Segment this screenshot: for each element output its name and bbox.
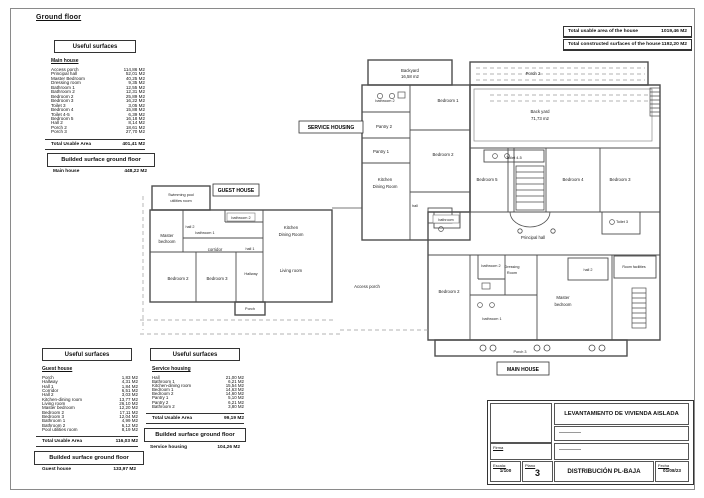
- room-area: 3,80 M2: [228, 403, 244, 409]
- room-name: Bathroom 1: [152, 379, 175, 385]
- dressing-room-label: Dressing: [504, 265, 520, 269]
- access-porch-label: Access porch: [354, 284, 380, 289]
- gh-bedroom2-label: Bedroom 2: [167, 276, 189, 281]
- room-area: 114,86 M2: [123, 67, 145, 72]
- room-name: Toilet 3: [51, 102, 66, 108]
- room-name: Bedroom 3: [42, 414, 65, 420]
- builded-value: 104,26 M2: [217, 445, 240, 450]
- room-area: 16,22 M2: [125, 98, 145, 104]
- service-housing-subheader: Service housing: [152, 366, 191, 372]
- room-area: 6,51 M2: [121, 388, 138, 394]
- firma-cell: [490, 443, 552, 460]
- project-subtitle-cell: [554, 426, 689, 441]
- room-area: 6,21 M2: [228, 379, 244, 385]
- gh-bedroom3-label: Bedroom 3: [206, 276, 228, 281]
- room-area: 14,63 M2: [225, 387, 244, 393]
- logo-cell: [490, 403, 552, 443]
- total-value: 401,41 M2: [122, 141, 145, 147]
- room-area: 27,70 M2: [125, 129, 145, 135]
- placeholder-line: [559, 449, 581, 450]
- sh-kitchen-label: Kitchen: [377, 177, 393, 182]
- room-area: 3,05 M2: [128, 102, 145, 108]
- room-name: Bedroom 5: [51, 115, 74, 121]
- room-area: 12,31 M2: [125, 89, 145, 95]
- gh-kitchen-label: Kitchen: [283, 225, 299, 230]
- builded-name: Guest house: [42, 467, 72, 472]
- room-name: Bedroom 2: [51, 93, 74, 99]
- mh-bathroom1-label: bathroom 1: [482, 317, 502, 321]
- room-name: Kitchen-dining room: [42, 396, 83, 402]
- toilet3-label: Toilet 3: [615, 220, 629, 224]
- project-title-cell: [554, 403, 689, 425]
- service-housing-label: SERVICE HOUSING: [307, 125, 355, 131]
- title-block: [487, 400, 694, 485]
- room-name: Pantry 2: [152, 399, 169, 405]
- room-area: 17,11 M2: [119, 409, 138, 415]
- room-name: Pool utilities room: [42, 427, 78, 433]
- backyard-small-label: Backyard: [401, 68, 419, 73]
- plano-cell: [522, 461, 553, 482]
- room-name: Hall 1: [42, 383, 54, 389]
- room-name: Kitchen-dining room: [152, 383, 192, 389]
- fecha-label: Fecha: [658, 463, 670, 468]
- room-area: 6,21 M2: [228, 399, 244, 405]
- sh-hall-label: hall: [412, 204, 418, 208]
- mh-bedroom5-label: Bedroom 5: [476, 177, 498, 182]
- mh-master-label2: bedroom: [554, 302, 572, 307]
- room-area: 3,03 M2: [121, 392, 138, 398]
- room-area: 12,04 M2: [119, 414, 138, 420]
- builded-name: Service housing: [150, 445, 188, 450]
- room-area: 8,19 M2: [121, 427, 138, 433]
- back-yard-label: Back yard: [530, 109, 550, 114]
- room-area: 4,31 M2: [121, 379, 138, 385]
- total-constructed-label: Total constructed surfaces of the house: [568, 42, 661, 47]
- dressing-room-label2: Room: [506, 271, 518, 275]
- gh-corridor-label: corridor: [207, 247, 223, 252]
- room-area: 12,20 M2: [119, 405, 138, 411]
- gh-bathroom1-label: bathroom 1: [195, 231, 215, 235]
- fecha-value: 01/08/23: [663, 468, 681, 473]
- room-name: Porch 2: [51, 124, 67, 130]
- project-title: LEVANTAMIENTO DE VIVIENDA AISLADA: [564, 411, 679, 417]
- total-constructed-value: 1192,20 M2: [661, 42, 687, 47]
- sh-kitchen-label2: Dining Room: [372, 184, 398, 189]
- total-usable-label: Total usable area of the house: [568, 29, 639, 34]
- principal-hall-label: Principal hall: [520, 235, 546, 240]
- gh-hall1-label: hall 1: [245, 247, 255, 251]
- room-name: Access porch: [51, 67, 79, 72]
- room-area: 14,60 M2: [225, 391, 244, 397]
- mh-hall2-label: hall 2: [583, 268, 593, 272]
- room-name: Bathroom 1: [42, 418, 66, 424]
- useful-surfaces-header: Useful surfaces: [54, 40, 136, 53]
- room-name: Toilet 4-5: [51, 111, 70, 117]
- room-area: 40,25 M2: [125, 75, 145, 81]
- room-area: 4,99 M2: [121, 418, 138, 424]
- room-name: Bedroom 2: [42, 409, 65, 415]
- room-name: Bathroom 1: [51, 84, 75, 90]
- guest-house-label: GUEST HOUSE: [217, 188, 255, 194]
- room-name: Bathroom 2: [42, 422, 66, 428]
- room-area: 52,01 M2: [125, 71, 145, 77]
- mh-bathroom2-label: bathroom 2: [481, 264, 501, 268]
- total-usable-value: 1019,46 M2: [661, 29, 687, 34]
- room-facilities-label: Room facilities: [622, 265, 646, 269]
- swimming-pool-room-label: Swimming pool: [168, 193, 194, 197]
- builded-value: 133,97 M2: [113, 467, 136, 472]
- room-name: Principal hall: [51, 71, 78, 77]
- room-name: Hallway: [42, 379, 58, 385]
- total-label: Total Usable Area: [42, 439, 82, 445]
- sh-pantry1-label: Pantry 1: [372, 149, 390, 154]
- room-name: Bedroom 3: [51, 98, 74, 104]
- room-name: Porch 3: [51, 129, 67, 135]
- room-labels: [159, 68, 646, 354]
- room-area: 21,00 M2: [225, 375, 244, 380]
- drawing-title: DISTRIBUCIÓN PL-BAJA: [567, 468, 641, 475]
- placeholder-line: [559, 432, 581, 433]
- room-area: 16,18 M2: [125, 115, 145, 121]
- main-house-builded-header: Builded surface ground floor: [47, 153, 155, 167]
- room-name: Corridor: [42, 388, 59, 394]
- escala-cell: [490, 461, 521, 482]
- room-area: 6,39 M2: [128, 111, 145, 117]
- toilet45-label: Toilet 4-5: [506, 156, 522, 160]
- gh-master-label2: bedroom: [158, 239, 176, 244]
- gh-bathroom2-label: bathroom 2: [231, 216, 251, 220]
- room-name: Bedroom 2: [152, 391, 174, 397]
- swimming-pool-room-label2: utilities room: [170, 199, 192, 203]
- porch3-label: Porch 3: [513, 350, 527, 354]
- sh-bedroom2-label: Bedroom 2: [432, 152, 454, 157]
- gh-living-room-label: Living room: [279, 268, 303, 273]
- mh-bedroom4-label: Bedroom 4: [562, 177, 584, 182]
- room-area: 15,88 M2: [125, 107, 145, 113]
- room-name: Living room: [42, 401, 66, 407]
- room-name: Pantry 1: [152, 395, 169, 401]
- room-name: Bathroom 2: [51, 89, 75, 95]
- main-house-label: MAIN HOUSE: [507, 367, 539, 373]
- sh-bathroom-label: bathroom: [438, 218, 454, 222]
- firma-line-cell: [554, 443, 689, 460]
- room-name: Porch: [42, 375, 54, 380]
- total-value: 116,03 M2: [115, 439, 138, 445]
- room-area: 9,35 M2: [128, 80, 145, 86]
- room-area: 26,10 M2: [119, 401, 138, 407]
- sh-pantry2-label: Pantry 2: [375, 124, 393, 129]
- sh-bathroom2-label: bathroom 2: [375, 99, 395, 103]
- useful-surfaces-header: Useful surfaces: [150, 348, 240, 361]
- room-area: 12,55 M2: [125, 84, 145, 90]
- sh-bedroom1-label: Bedroom 1: [437, 98, 459, 103]
- gh-kitchen-label2: Dining Room: [278, 232, 304, 237]
- guest-house-subheader: Guest house: [42, 366, 73, 372]
- total-label: Total Usable Area: [152, 415, 192, 421]
- room-area: 1,83 M2: [121, 375, 138, 380]
- room-name: Master bedroom: [42, 405, 75, 411]
- room-area: 5,10 M2: [228, 395, 244, 401]
- exterior-steps: [632, 88, 660, 328]
- mh-bedroom3-label: Bedroom 3: [609, 177, 631, 182]
- room-name: Dressing room: [51, 80, 81, 86]
- gh-hallway-label: Hallway: [244, 272, 258, 276]
- gh-master-label: Master: [160, 233, 174, 238]
- room-name: Bedroom 4: [51, 107, 74, 113]
- gh-porch-label: Porch: [245, 307, 255, 311]
- room-name: Hall 2: [51, 120, 63, 126]
- backyard-small-label2: 16,58 m2: [401, 74, 419, 79]
- room-name: Master Bedroom: [51, 75, 85, 81]
- firma-label: Firma: [493, 445, 504, 450]
- plano-label: Plano: [525, 463, 536, 468]
- room-name: Bedroom 1: [152, 387, 174, 393]
- room-area: 25,89 M2: [125, 93, 145, 99]
- outer-walls: [150, 60, 660, 356]
- guest-house-builded-header: Builded surface ground floor: [34, 451, 144, 465]
- drawing-title-cell: [554, 461, 654, 482]
- room-area: 18,61 M2: [125, 124, 145, 130]
- builded-value: 448,22 M2: [124, 169, 147, 174]
- total-label: Total Usable Area: [51, 141, 91, 147]
- porch-columns: [480, 345, 605, 351]
- room-name: Bathroom 2: [152, 403, 175, 409]
- room-name: Hall 2: [42, 392, 54, 398]
- main-staircase: [510, 166, 555, 233]
- page-title: Ground floor: [36, 14, 82, 21]
- escala-label: Escala:: [493, 463, 507, 468]
- mh-bedroom2-label: Bedroom 2: [438, 289, 460, 294]
- gh-hall2-label: hall 2: [185, 225, 195, 229]
- builded-name: Main house: [53, 169, 80, 174]
- room-area: 15,54 M2: [225, 383, 244, 389]
- room-area: 13,77 M2: [119, 396, 138, 402]
- escala-value: 1/100: [499, 468, 512, 473]
- back-yard-label2: 71,73 m2: [531, 116, 549, 121]
- site-hatch-lines: [140, 68, 648, 334]
- useful-surfaces-header: Useful surfaces: [42, 348, 132, 361]
- total-value: 99,19 M2: [223, 415, 244, 421]
- room-area: 8,14 M2: [128, 120, 145, 126]
- room-area: 6,12 M2: [121, 422, 138, 428]
- main-house-subheader: Main house: [51, 58, 79, 64]
- service-housing-builded-header: Builded surface ground floor: [144, 428, 246, 442]
- fecha-cell: [655, 461, 689, 482]
- mh-master-label: Master: [556, 295, 570, 300]
- plano-number: 3: [534, 468, 540, 478]
- room-area: 1,84 M2: [121, 383, 138, 389]
- porch2-label: Porch 2: [525, 71, 541, 76]
- room-name: Hall: [152, 375, 160, 380]
